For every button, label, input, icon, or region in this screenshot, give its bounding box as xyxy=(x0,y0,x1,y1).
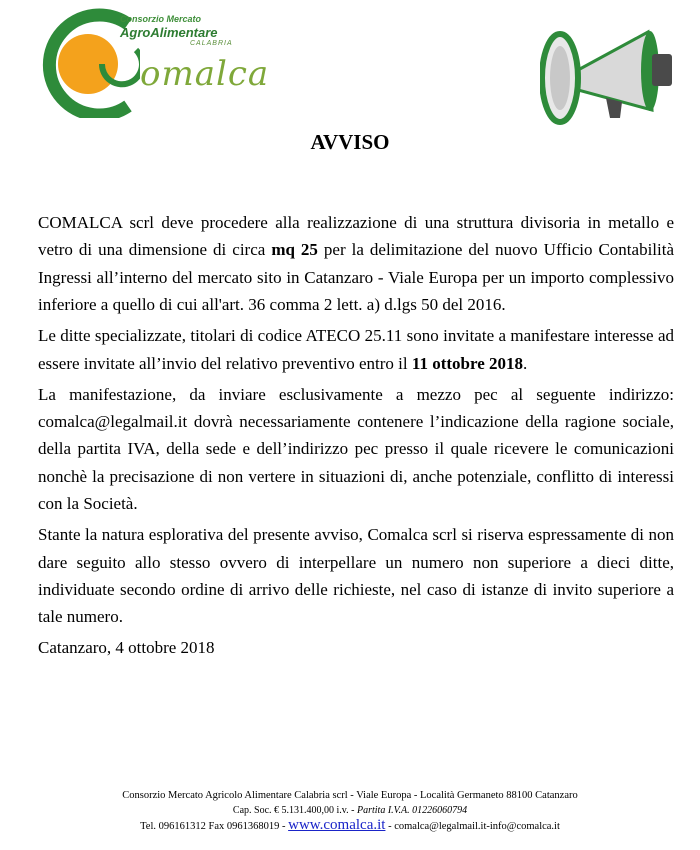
paragraph-2-text-b: . xyxy=(523,353,528,373)
paragraph-1-text-b: per la delimitazione del nuovo Ufficio Contabilità Ingressi all’interno del mercato sito in Catanzaro - Viale Europa per un importo complessivo inferiore a quello di cui all'art. 36 comma 2 lett. a) d.lgs 50 del 2016. xyxy=(38,240,675,315)
website-link[interactable]: www.comalca.it xyxy=(288,817,386,833)
footer-capital-line xyxy=(0,803,700,818)
footer-vat: Partita I.V.A. 01226060794 xyxy=(356,805,468,816)
document-body xyxy=(38,209,674,665)
footer-emails: - comalca@legalmail.it-info@comalca.it xyxy=(385,821,560,832)
footer-address: Consorzio Mercato Agricolo Alimentare Calabria scrl - Viale Europa - Località Germaneto 88100 Catanzaro xyxy=(122,790,578,801)
logo-line-consorzio: Consorzio Mercato xyxy=(120,14,202,24)
paragraph-1-text-a: COMALCA scrl deve procedere alla realizzazione di una struttura divisoria in metallo e vetro di una dimensione di circa xyxy=(38,213,674,260)
paragraph-3: La manifestazione, da inviare esclusivamente a mezzo pec al seguente indirizzo: comalca@legalmail.it dovrà necessariamente contenere l’indicazione della ragione sociale, della partita IVA, della sede e dell’indirizzo pec presso il quale ricevere le comunicazioni nonchè la precisazione di non vertere in situazioni di, anche potenziale, conflitto di interessi con la Società. xyxy=(38,384,674,514)
logo-brand-text: omalca xyxy=(140,54,270,94)
paragraph-2 xyxy=(38,322,674,377)
comalca-logo xyxy=(40,6,270,118)
paragraph-4: Stante la natura esplorativa del presente avviso, Comalca scrl si riserva espressamente di non dare seguito allo stesso ovvero di interpellare un numero non superiore a dieci ditte, individuate secondo ordine di arrivo delle richieste, nel caso di istanze di invito superiore a tale numero. xyxy=(38,525,674,627)
footer-contacts xyxy=(0,818,700,834)
area-value: mq 25 xyxy=(271,240,318,260)
megaphone-icon xyxy=(540,18,680,128)
footer-phone: Tel. 096161312 Fax 0961368019 - xyxy=(140,821,289,832)
footer-capital: Cap. Soc. € 5.131.400,00 i.v. - xyxy=(232,805,357,816)
date-line: Catanzaro, 4 ottobre 2018 xyxy=(38,638,215,658)
logo-line-agroalimentare: AgroAlimentare xyxy=(120,25,218,40)
page-title: AVVISO xyxy=(310,130,390,154)
logo-line-calabria: CALABRIA xyxy=(190,40,233,47)
footer xyxy=(0,788,700,834)
deadline-date: 11 ottobre 2018 xyxy=(411,353,524,373)
paragraph-2-text-a: Le ditte specializzate, titolari di codice ATECO 25.11 sono invitate a manifestare interesse ad essere invitate all’invio del relativo preventivo entro il xyxy=(38,326,674,373)
paragraph-1 xyxy=(38,209,674,319)
